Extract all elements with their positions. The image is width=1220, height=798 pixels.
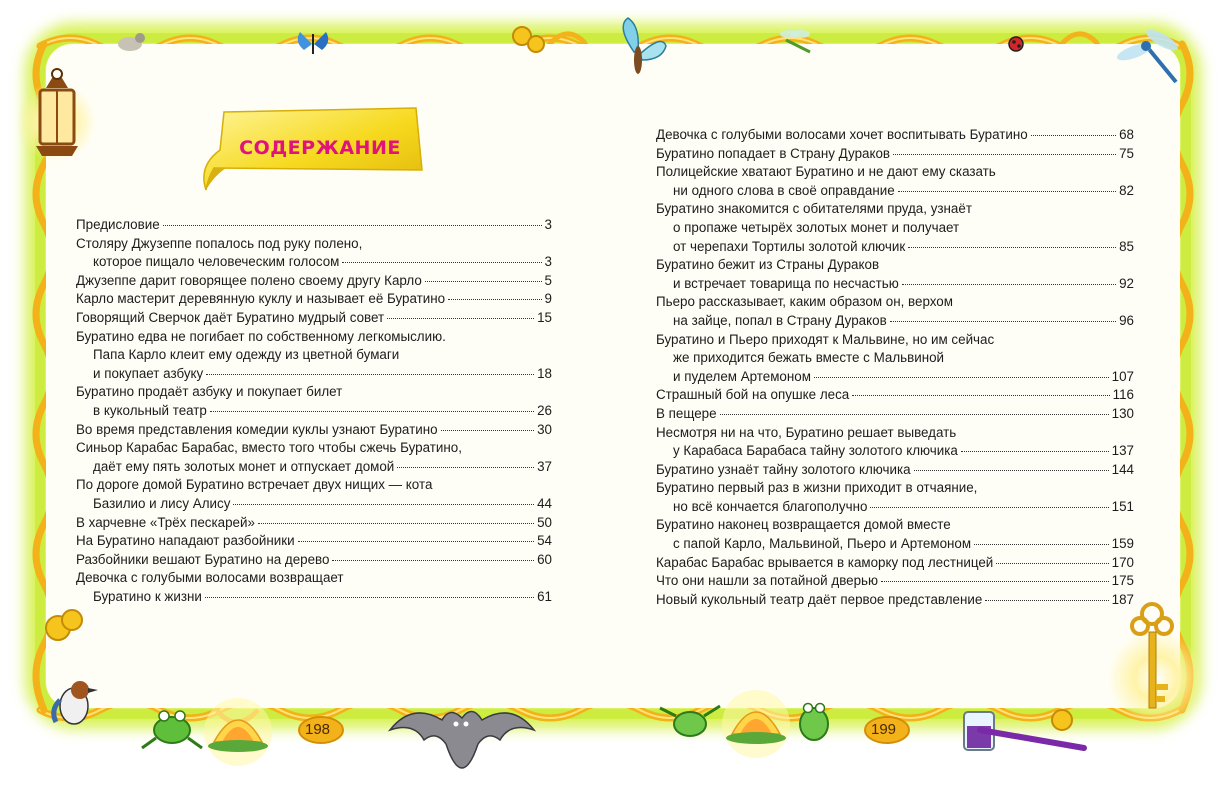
- dot-leader: [441, 430, 535, 431]
- dot-leader: [206, 374, 534, 375]
- toc-entry-title: даёт ему пять золотых монет и отпускает домой: [93, 458, 395, 474]
- lantern-icon: [16, 69, 96, 162]
- toc-left-column: [76, 216, 552, 606]
- butterfly-icon: [298, 32, 329, 54]
- toc-entry[interactable]: [76, 569, 552, 606]
- toc-entry-line: Синьор Карабас Барабас, вместо того чтобы сжечь Буратино,: [76, 440, 462, 456]
- toc-page-number: 60: [537, 551, 552, 567]
- toc-page-number: 5: [544, 272, 552, 288]
- dot-leader: [163, 225, 542, 226]
- dot-leader: [961, 451, 1109, 452]
- toc-entry[interactable]: [76, 272, 552, 291]
- toc-entry-title: ни одного слова в своё оправдание: [673, 182, 895, 198]
- dot-leader: [893, 154, 1116, 155]
- ladybug-icon: [1009, 37, 1023, 51]
- toc-entry[interactable]: [76, 551, 552, 570]
- toc-entry-title: и встречает товарища по несчастью: [673, 275, 899, 291]
- dot-leader: [210, 411, 534, 412]
- toc-entry[interactable]: [76, 235, 552, 272]
- toc-page-number: 61: [537, 588, 552, 604]
- frog-icon: [800, 704, 828, 741]
- dot-leader: [908, 247, 1116, 248]
- toc-entry-line: Буратино едва не погибает по собственному легкомыслию.: [76, 328, 446, 344]
- golden-key-icon: [1108, 604, 1204, 726]
- toc-page-number: 170: [1111, 554, 1134, 570]
- toc-entry-title: с папой Карло, Мальвиной, Пьеро и Артемоном: [673, 536, 972, 552]
- toc-page-number: 151: [1111, 498, 1134, 514]
- dragonfly-icon: [1115, 26, 1181, 82]
- toc-entry-title: Говорящий Сверчок даёт Буратино мудрый совет: [76, 309, 385, 325]
- toc-entry[interactable]: [76, 290, 552, 309]
- toc-entry-title: На Буратино нападают разбойники: [76, 533, 295, 549]
- toc-entry[interactable]: [76, 532, 552, 551]
- toc-entry[interactable]: [76, 328, 552, 384]
- toc-entry-title: Джузеппе дарит говорящее полено своему другу Карло: [76, 272, 422, 288]
- toc-entry[interactable]: [656, 461, 1134, 480]
- toc-entry-title: от черепахи Тортилы золотой ключик: [673, 238, 906, 254]
- dot-leader: [814, 377, 1109, 378]
- frog-icon: [142, 711, 202, 748]
- coin-icon: [46, 610, 82, 640]
- dot-leader: [902, 284, 1116, 285]
- toc-page-number: 26: [537, 402, 552, 418]
- toc-entry-line: Папа Карло клеит ему одежду из цветной бумаги: [93, 347, 400, 363]
- toc-page-number: 44: [537, 495, 552, 511]
- toc-entry[interactable]: [76, 514, 552, 533]
- water-lily-icon: [722, 690, 790, 758]
- toc-entry-line: Столяру Джузеппе попалось под руку полено,: [76, 235, 363, 251]
- toc-right-column: [656, 126, 1134, 609]
- toc-page-number: 15: [537, 309, 552, 325]
- toc-entry-line: Буратино первый раз в жизни приходит в отчаяние,: [656, 480, 978, 496]
- toc-entry-title: и покупает азбуку: [93, 365, 204, 381]
- frog-icon: [660, 706, 720, 736]
- toc-entry-title: В пещере: [656, 405, 717, 421]
- toc-entry[interactable]: [656, 591, 1134, 610]
- toc-entry[interactable]: [76, 421, 552, 440]
- dot-leader: [258, 523, 534, 524]
- toc-entry-line: о пропаже четырёх золотых монет и получает: [673, 219, 960, 235]
- butterfly-icon: [623, 18, 666, 74]
- toc-entry-line: Буратино наконец возвращается домой вместе: [656, 517, 951, 533]
- toc-entry-line: же приходится бежать вместе с Мальвиной: [673, 350, 945, 366]
- toc-entry-title: Карабас Барабас врывается в каморку под лестницей: [656, 554, 994, 570]
- toc-entry-title: Буратино узнаёт тайну золотого ключика: [656, 461, 911, 477]
- toc-entry[interactable]: [76, 383, 552, 420]
- toc-entry-line: Буратино продаёт азбуку и покупает билет: [76, 384, 343, 400]
- toc-page-number: 68: [1119, 127, 1134, 142]
- dot-leader: [298, 541, 534, 542]
- toc-entry-title: Разбойники вешают Буратино на дерево: [76, 551, 330, 567]
- bat-icon: [390, 711, 534, 768]
- toc-entry[interactable]: [656, 126, 1134, 145]
- page-number-right: 199: [871, 721, 897, 738]
- toc-entry[interactable]: [656, 145, 1134, 164]
- coin-icon: [1052, 710, 1072, 730]
- toc-entry[interactable]: [656, 256, 1134, 293]
- toc-entry-title: Страшный бой на опушке леса: [656, 387, 850, 403]
- toc-entry-title: Во время представления комедии куклы узнают Буратино: [76, 421, 438, 437]
- toc-entry-title: Что они нашли за потайной дверью: [656, 573, 879, 589]
- toc-page-number: 3: [544, 217, 552, 232]
- toc-entry[interactable]: [656, 405, 1134, 424]
- toc-entry-line: Буратино бежит из Страны Дураков: [656, 257, 880, 273]
- page-number-left: 198: [305, 721, 331, 738]
- toc-entry-title: Базилио и лису Алису: [93, 495, 231, 511]
- toc-entry-title: в кукольный театр: [93, 402, 207, 418]
- dragonfly-icon: [780, 30, 810, 52]
- dot-leader: [342, 262, 541, 263]
- toc-page-number: 18: [537, 365, 552, 381]
- toc-entry[interactable]: [656, 479, 1134, 516]
- toc-page-number: 3: [544, 254, 552, 270]
- dot-leader: [881, 581, 1109, 582]
- toc-page-number: 159: [1111, 536, 1134, 552]
- toc-entry[interactable]: [656, 386, 1134, 405]
- toc-entry-title: Буратино попадает в Страну Дураков: [656, 145, 891, 161]
- toc-entry-line: Буратино знакомится с обитателями пруда, узнаёт: [656, 201, 972, 217]
- dot-leader: [448, 299, 541, 300]
- bird-icon: [118, 33, 145, 51]
- toc-page-number: 37: [537, 458, 552, 474]
- dot-leader: [720, 414, 1109, 415]
- page-title: СОДЕРЖАНИЕ: [239, 137, 401, 159]
- toc-entry-title: которое пищало человеческим голосом: [93, 254, 340, 270]
- toc-page-number: 75: [1119, 145, 1134, 161]
- toc-entry-title: на зайце, попал в Страну Дураков: [673, 312, 887, 328]
- toc-entry[interactable]: [76, 439, 552, 476]
- toc-entry-title: Новый кукольный театр даёт первое представление: [656, 591, 983, 607]
- coin-icon: [513, 27, 544, 52]
- toc-page-number: 137: [1111, 443, 1134, 459]
- toc-entry-title: В харчевне «Трёх пескарей»: [76, 514, 255, 530]
- toc-entry-title: и пуделем Артемоном: [673, 368, 811, 384]
- toc-page-number: 175: [1111, 573, 1134, 589]
- toc-entry[interactable]: [76, 476, 552, 513]
- dot-leader: [233, 504, 534, 505]
- toc-page-number: 9: [544, 291, 552, 307]
- toc-page-number: 92: [1119, 275, 1134, 291]
- dot-leader: [387, 318, 534, 319]
- toc-entry[interactable]: [656, 516, 1134, 553]
- toc-entry-title: Девочка с голубыми волосами хочет воспитывать Буратино: [656, 127, 1028, 142]
- toc-entry-title: Предисловие: [76, 217, 160, 232]
- toc-page-number: 187: [1111, 591, 1134, 607]
- dot-leader: [205, 597, 534, 598]
- toc-entry-title: у Карабаса Барабаса тайну золотого ключика: [673, 443, 958, 459]
- toc-entry[interactable]: [656, 163, 1134, 200]
- toc-entry[interactable]: [656, 200, 1134, 256]
- toc-page-number: 30: [537, 421, 552, 437]
- toc-page-number: 107: [1111, 368, 1134, 384]
- toc-entry-title: Буратино к жизни: [93, 588, 202, 604]
- toc-page-number: 50: [537, 514, 552, 530]
- dot-leader: [974, 544, 1109, 545]
- toc-page-number: 116: [1112, 387, 1134, 403]
- water-lily-icon: [204, 698, 272, 766]
- toc-entry-line: Несмотря ни на что, Буратино решает выведать: [656, 424, 957, 440]
- dot-leader: [1031, 135, 1116, 136]
- dot-leader: [332, 560, 534, 561]
- dot-leader: [898, 191, 1116, 192]
- toc-entry-line: Полицейские хватают Буратино и не дают ему сказать: [656, 164, 996, 180]
- toc-entry[interactable]: [76, 309, 552, 328]
- dot-leader: [870, 507, 1108, 508]
- toc-entry-line: Буратино и Пьеро приходят к Мальвине, но им сейчас: [656, 331, 995, 347]
- toc-entry-line: Пьеро рассказывает, каким образом он, верхом: [656, 294, 953, 310]
- dot-leader: [996, 563, 1108, 564]
- toc-page-number: 130: [1111, 405, 1134, 421]
- toc-entry[interactable]: [656, 572, 1134, 591]
- toc-entry-title: Карло мастерит деревянную куклу и называет её Буратино: [76, 291, 446, 307]
- toc-entry-title: но всё кончается благополучно: [673, 498, 868, 514]
- toc-page-number: 144: [1111, 461, 1134, 477]
- toc-page-number: 85: [1119, 238, 1134, 254]
- toc-entry[interactable]: [76, 216, 552, 235]
- toc-entry[interactable]: [656, 331, 1134, 387]
- dot-leader: [890, 321, 1116, 322]
- toc-page-number: 54: [537, 533, 552, 549]
- dot-leader: [914, 470, 1109, 471]
- dot-leader: [852, 395, 1109, 396]
- toc-page-number: 96: [1119, 312, 1134, 328]
- toc-entry[interactable]: [656, 424, 1134, 461]
- toc-entry-line: По дороге домой Буратино встречает двух нищих — кота: [76, 477, 433, 493]
- dot-leader: [425, 281, 542, 282]
- toc-entry[interactable]: [656, 554, 1134, 573]
- dot-leader: [397, 467, 534, 468]
- bird-icon: [54, 681, 98, 724]
- toc-entry[interactable]: [656, 293, 1134, 330]
- toc-entry-line: Девочка с голубыми волосами возвращает: [76, 570, 344, 586]
- dot-leader: [985, 600, 1108, 601]
- toc-page-number: 82: [1119, 182, 1134, 198]
